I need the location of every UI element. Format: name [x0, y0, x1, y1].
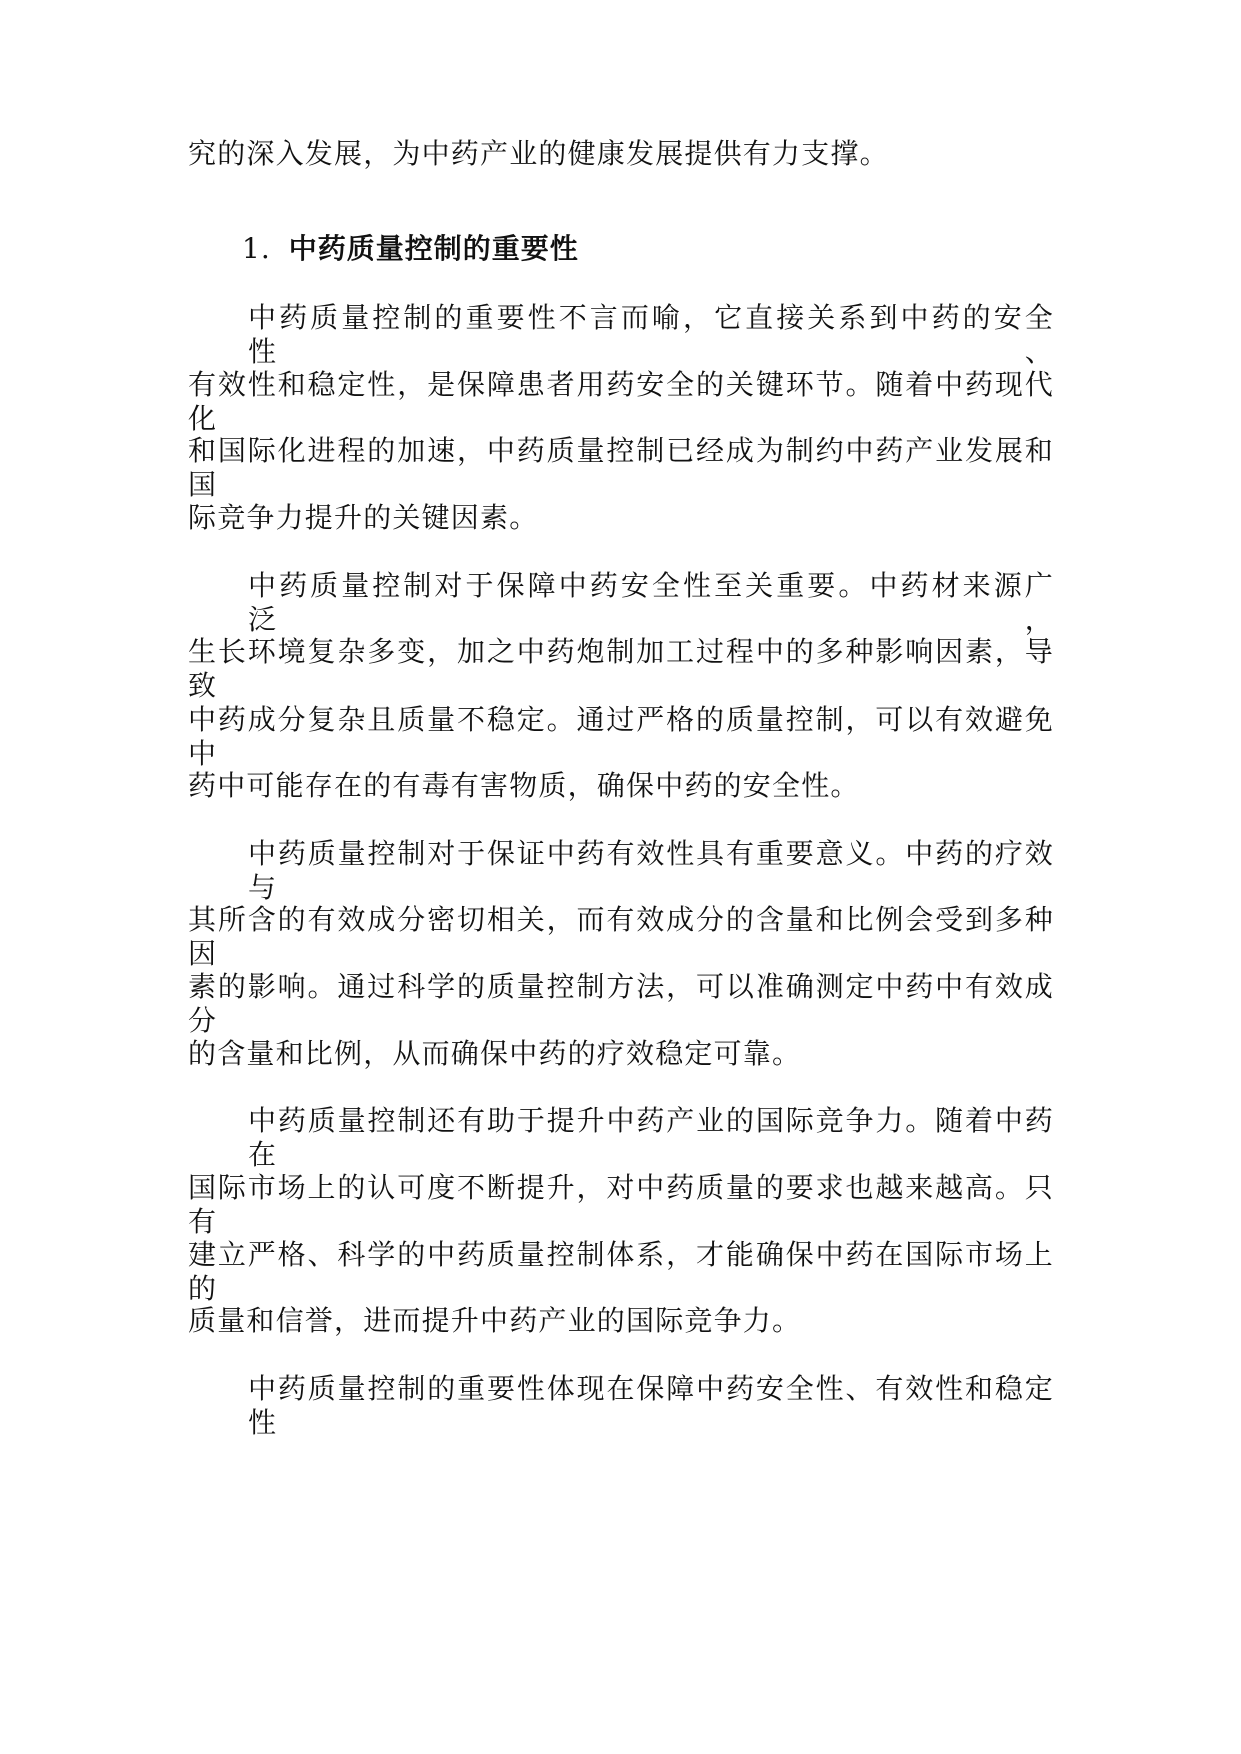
- paragraph-line: 有效性和稳定性，是保障患者用药安全的关键环节。随着中药现代化: [188, 368, 1054, 435]
- paragraph-line: 的含量和比例，从而确保中药的疗效稳定可靠。: [188, 1037, 802, 1070]
- paragraph-line: 质量和信誉，进而提升中药产业的国际竞争力。: [188, 1304, 802, 1337]
- paragraph-line: 建立严格、科学的中药质量控制体系，才能确保中药在国际市场上的: [188, 1238, 1054, 1305]
- continuation-line: 究的深入发展，为中药产业的健康发展提供有力支撑。: [188, 137, 889, 170]
- paragraph-line: 中药质量控制的重要性不言而喻，它直接关系到中药的安全性、: [248, 301, 1054, 368]
- paragraph-line: 中药质量控制对于保障中药安全性至关重要。中药材来源广泛，: [248, 569, 1054, 636]
- paragraph-line: 中药质量控制的重要性体现在保障中药安全性、有效性和稳定性: [248, 1372, 1054, 1439]
- section-heading: [242, 232, 579, 266]
- paragraph-line: 中药成分复杂且质量不稳定。通过严格的质量控制，可以有效避免中: [188, 703, 1054, 770]
- paragraph-line: 国际市场上的认可度不断提升，对中药质量的要求也越来越高。只有: [188, 1171, 1054, 1238]
- paragraph-line: 药中可能存在的有毒有害物质，确保中药的安全性。: [188, 769, 860, 802]
- section-number: 1.: [242, 232, 271, 265]
- paragraph-line: 和国际化进程的加速，中药质量控制已经成为制约中药产业发展和国: [188, 434, 1054, 501]
- paragraph-line: 中药质量控制对于保证中药有效性具有重要意义。中药的疗效与: [248, 837, 1054, 904]
- section-title: 中药质量控制的重要性: [288, 232, 579, 265]
- paragraph-line: 素的影响。通过科学的质量控制方法，可以准确测定中药中有效成分: [188, 970, 1054, 1037]
- paragraph-line: 中药质量控制还有助于提升中药产业的国际竞争力。随着中药在: [248, 1104, 1054, 1171]
- paragraph-line: 际竞争力提升的关键因素。: [188, 501, 539, 534]
- paragraph-line: 生长环境复杂多变，加之中药炮制加工过程中的多种影响因素，导致: [188, 635, 1054, 702]
- paragraph-line: 其所含的有效成分密切相关，而有效成分的含量和比例会受到多种因: [188, 903, 1054, 970]
